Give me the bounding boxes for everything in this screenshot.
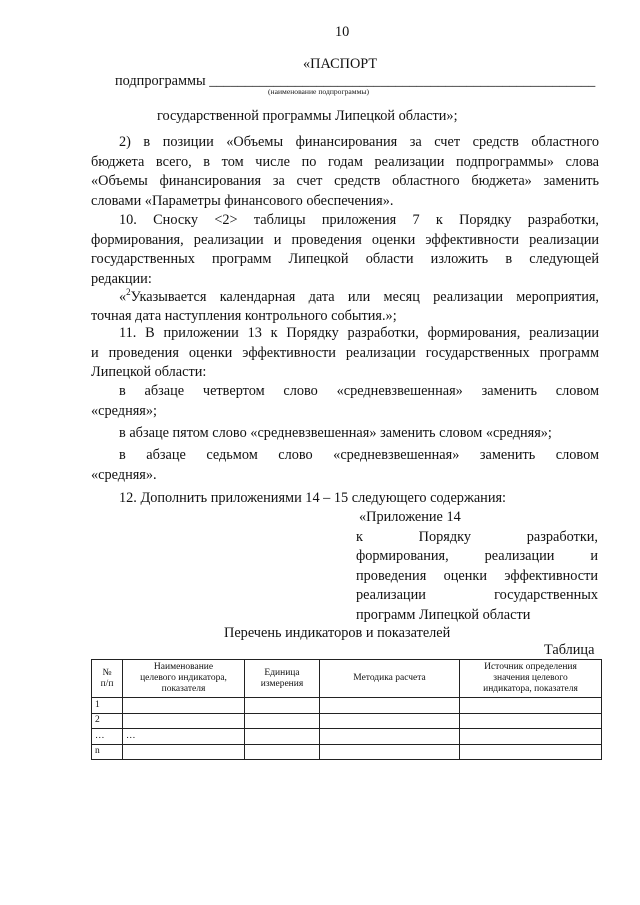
- table-cell: …: [92, 729, 123, 745]
- paragraph-11: [91, 324, 599, 383]
- paragraph-2-line: словами «Параметры финансового обеспечения».: [91, 192, 394, 209]
- appendix-title: «Приложение 14: [359, 509, 461, 525]
- column-header-number: № п/п: [92, 660, 123, 698]
- table-cell: …: [123, 729, 245, 745]
- table-cell: [245, 744, 320, 760]
- abzac-7-line: в абзаце седьмом слово «средневзвешенная» заменить словом: [119, 447, 599, 463]
- footnote-mark: 2: [126, 287, 131, 297]
- table-header-row: [92, 660, 602, 698]
- paragraph-abzac-7: [91, 446, 599, 485]
- table-cell: [320, 698, 460, 714]
- table-cell: [320, 713, 460, 729]
- table-row: [92, 698, 602, 714]
- paragraph-2-line: 2) в позиции «Объемы финансирования за счет средств областного: [119, 134, 599, 150]
- abzac-4-line: в абзаце четвертом слово «средневзвешенная» заменить словом: [119, 383, 599, 399]
- subprogram-underline: ______________________________________________________: [209, 73, 596, 89]
- appendix-line: к Порядку разработки,: [356, 528, 598, 545]
- passport-title: «ПАСПОРТ: [303, 56, 378, 72]
- subprogram-caption: (наименование подпрограммы): [268, 87, 370, 96]
- footnote-line-1-text: Указывается календарная дата или месяц реализации мероприятия,: [130, 288, 599, 305]
- table-title: Перечень индикаторов и показателей: [224, 625, 451, 641]
- table-row: [92, 729, 602, 745]
- paragraph-10-line: государственных программ Липецкой области изложить в следующей: [91, 251, 599, 267]
- table-cell: [245, 698, 320, 714]
- abzac-7-line: «средняя».: [91, 466, 157, 483]
- paragraph-abzac-5: в абзаце пятом слово «средневзвешенная» заменить словом «средняя»;: [119, 425, 552, 441]
- indicators-table: [91, 659, 602, 760]
- table-row: [92, 744, 602, 760]
- paragraph-abzac-4: [91, 382, 599, 421]
- table-cell: [460, 744, 602, 760]
- footnote-line-1: [91, 283, 599, 307]
- subprogram-label: подпрограммы: [115, 73, 206, 89]
- table-cell: [123, 713, 245, 729]
- table-cell: [245, 713, 320, 729]
- table-cell: 2: [92, 713, 123, 729]
- paragraph-11-line: и проведения оценки эффективности реализации государственных программ: [91, 344, 599, 361]
- table-cell: [460, 713, 602, 729]
- paragraph-10-line: формирования, реализации и проведения оценки эффективности реализации: [91, 231, 599, 248]
- state-program-line: государственной программы Липецкой области»;: [157, 108, 458, 124]
- table-cell: [245, 729, 320, 745]
- table-cell: [320, 744, 460, 760]
- open-quote: «: [119, 288, 127, 305]
- appendix-line: программ Липецкой области: [356, 606, 531, 623]
- column-header-method: Методика расчета: [320, 660, 460, 698]
- column-header-unit: Единица измерения: [245, 660, 320, 698]
- page-number: 10: [335, 24, 350, 40]
- table-cell: 1: [92, 698, 123, 714]
- abzac-4-line: «средняя»;: [91, 402, 157, 419]
- column-header-indicator-name: Наименование целевого индикатора, показателя: [123, 660, 245, 698]
- table-label: Таблица: [544, 642, 595, 658]
- table-cell: n: [92, 744, 123, 760]
- table-row: [92, 713, 602, 729]
- paragraph-10: [91, 211, 599, 289]
- table-cell: [123, 744, 245, 760]
- paragraph-2-line: бюджета всего, в том числе по годам реализации подпрограммы» слова: [91, 153, 599, 170]
- table-cell: [123, 698, 245, 714]
- paragraph-12: 12. Дополнить приложениями 14 – 15 следующего содержания:: [119, 490, 507, 506]
- paragraph-2-line: «Объемы финансирования за счет средств областного бюджета» заменить: [91, 173, 599, 189]
- appendix-header: [356, 508, 598, 625]
- appendix-line: реализации государственных: [356, 587, 598, 603]
- paragraph-2: [91, 133, 599, 211]
- paragraph-10-line: редакции:: [91, 270, 152, 287]
- appendix-line: проведения оценки эффективности: [356, 567, 598, 584]
- table-cell: [460, 729, 602, 745]
- paragraph-11-line: Липецкой области:: [91, 364, 207, 380]
- paragraph-11-line: 11. В приложении 13 к Порядку разработки, формирования, реализации: [119, 325, 599, 341]
- table-cell: [460, 698, 602, 714]
- paragraph-10-line: 10. Сноску <2> таблицы приложения 7 к Порядку разработки,: [119, 212, 599, 228]
- footnote-text: [91, 283, 599, 327]
- appendix-line: формирования, реализации и: [356, 548, 598, 564]
- table-cell: [320, 729, 460, 745]
- footnote-line-2: точная дата наступления контрольного события.»;: [91, 308, 397, 325]
- column-header-source: Источник определения значения целевого индикатора, показателя: [460, 660, 602, 698]
